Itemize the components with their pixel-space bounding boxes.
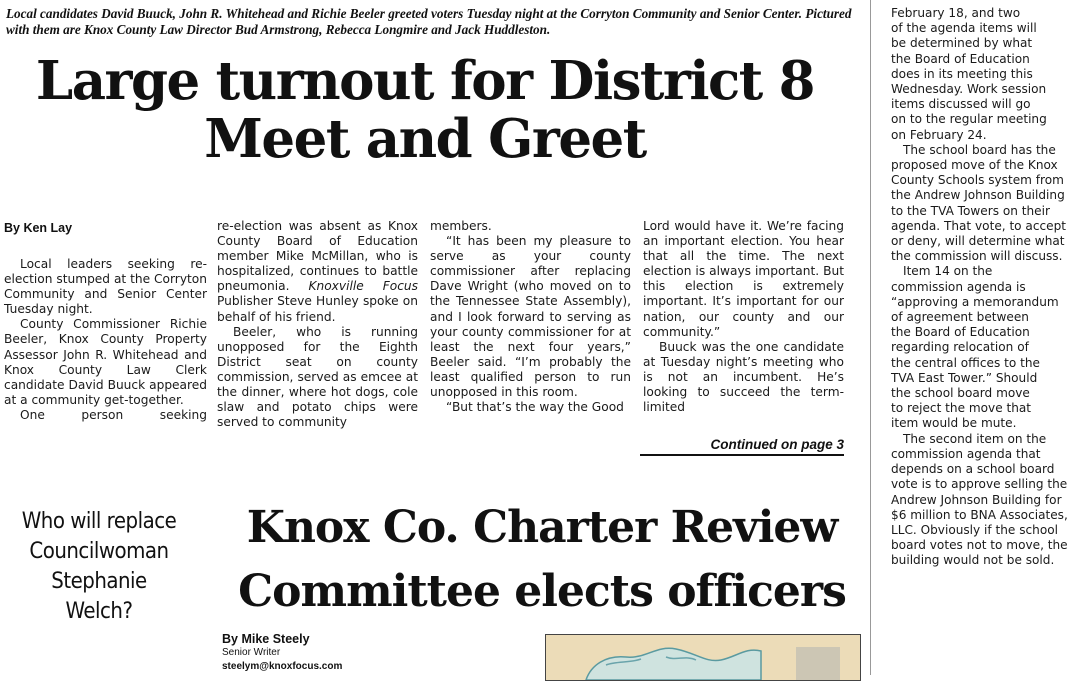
sidebar-paragraph	[891, 6, 1071, 143]
second-byline	[222, 632, 342, 674]
text-line: the Andrew Johnson Building	[891, 188, 1065, 203]
text-line: regarding relocation of	[891, 340, 1029, 355]
publication-name: Knoxville Focus	[308, 279, 418, 294]
photo-map-illustration	[546, 635, 860, 680]
text-line: commission agenda that	[891, 446, 1041, 461]
sidebar-paragraph	[891, 432, 1071, 569]
article-paragraph: One person seeking	[20, 407, 207, 422]
text-line: LLC. Obviously if the school	[891, 522, 1058, 537]
text-line: February 18, and two	[891, 6, 1021, 20]
article-column-3	[430, 219, 631, 415]
text-line: agenda. That vote, to accept	[891, 218, 1066, 233]
text-line: board votes not to move, the	[891, 538, 1068, 553]
teaser-line: Welch?	[65, 599, 133, 624]
article-paragraph: County Commissioner Richie Beeler, Knox County Property Assessor John R. Whitehead and Knox County Law Clerk candidate David Buuck appeared at a community get-together.	[4, 317, 207, 407]
article-paragraph	[217, 219, 418, 325]
text-line: The second item on the	[903, 431, 1047, 446]
article-paragraph: Beeler, who is running unopposed for the Eighth District seat on county commission, served as emcee at the dinner, where hot dogs, cole slaw and potato chips were served to community	[217, 324, 418, 430]
article-text: re-election was absent as Knox County Board of Education member Mike McMillan, who is hospitalized, continues to battle pneumonia.	[217, 219, 418, 294]
text-line: to reject the move that	[891, 401, 1032, 416]
main-headline-line2: Meet and Greet	[204, 108, 646, 170]
article-paragraph: “It has been my pleasure to serve as your county commissioner after replacing Dave Wright (who moved on to the Tennessee State Assembly), and I look forward to serving as your county commissioner for at least the next four years,” Beeler said. “I’m probably the least qualified person to run unopposed in this room.	[430, 234, 631, 400]
second-headline-line2: Committee elects officers	[238, 566, 846, 617]
article-column-4	[643, 219, 844, 415]
text-line: of the agenda items will	[891, 21, 1037, 36]
article-column-1	[4, 257, 207, 423]
article-paragraph: Local leaders seeking re-election stumped at the Corryton Community and Senior Center Tuesday night.	[4, 257, 207, 317]
article-paragraph: Lord would have it. We’re facing an important election. You hear that all the time. The next election is always important. But this election is extremely important. It’s important for our nation, our county and our community.”	[643, 219, 844, 339]
article-paragraph: members.	[430, 219, 492, 233]
sidebar-article-column	[891, 6, 1071, 569]
text-line: TVA East Tower.” Should	[891, 370, 1038, 385]
text-line: commission agenda is	[891, 279, 1026, 294]
text-line: Andrew Johnson Building for	[891, 492, 1062, 507]
text-line: $6 million to BNA Associates,	[891, 507, 1068, 522]
text-line: The school board has the	[903, 142, 1056, 157]
column-divider	[870, 0, 871, 675]
text-line: the school board move	[891, 386, 1030, 401]
text-line: building would not be sold.	[891, 553, 1055, 568]
text-line: to the TVA Towers on their	[891, 203, 1050, 218]
article-paragraph: Buuck was the one candidate at Tuesday night’s meeting who is not an incumbent. He’s looking to succeed the term-limited	[643, 339, 844, 415]
teaser-line: Councilwoman	[29, 539, 169, 564]
text-line: County Schools system from	[891, 173, 1064, 188]
photo-caption: Local candidates David Buuck, John R. Whitehead and Richie Beeler greeted voters Tuesday night at the Corryton Community and Senior Center. Pictured with them are Knox County Law Director Bud Armstrong, Rebecca Longmire and Jack Huddleston.	[6, 6, 852, 37]
article-text: Publisher Steve Hunley spoke on behalf of his friend.	[217, 294, 418, 324]
author-name: By Mike Steely	[222, 632, 310, 646]
text-line: vote is to approve selling the	[891, 477, 1068, 492]
article-column-2	[217, 219, 418, 430]
text-line: proposed move of the Knox	[891, 158, 1058, 173]
author-role: Senior Writer	[222, 647, 281, 658]
text-line: depends on a school board	[891, 462, 1055, 477]
sidebar-paragraph	[891, 143, 1071, 265]
text-line: “approving a memorandum	[891, 294, 1059, 309]
sidebar-paragraph	[891, 264, 1071, 431]
text-line: of agreement between	[891, 310, 1029, 325]
text-line: Item 14 on the	[903, 264, 993, 279]
author-email[interactable]: steelym@knoxfocus.com	[222, 661, 343, 672]
second-headline-line1: Knox Co. Charter Review	[246, 502, 838, 553]
article-paragraph: “But that’s the way the Good	[446, 400, 624, 415]
text-line: Wednesday. Work session	[891, 82, 1047, 97]
text-line: does in its meeting this	[891, 66, 1033, 81]
second-headline	[212, 496, 872, 624]
text-line: item would be mute.	[891, 416, 1017, 431]
main-headline	[0, 52, 850, 168]
text-line: be determined by what	[891, 36, 1033, 51]
text-line: or deny, will determine what	[891, 234, 1065, 249]
main-headline-line1: Large turnout for District 8	[35, 50, 815, 112]
continued-on-page-link[interactable]: Continued on page 3	[640, 437, 844, 456]
article-photo	[545, 634, 861, 681]
teaser-line: Stephanie	[51, 569, 147, 594]
text-line: the commission will discuss.	[891, 249, 1063, 264]
main-byline: By Ken Lay	[4, 221, 73, 235]
text-line: on to the regular meeting	[891, 112, 1047, 127]
text-line: on February 24.	[891, 127, 987, 142]
teaser-headline[interactable]	[4, 507, 194, 627]
text-line: the central offices to the	[891, 355, 1040, 370]
text-line: the Board of Education	[891, 51, 1030, 66]
text-line: items discussed will go	[891, 97, 1031, 112]
teaser-line: Who will replace	[21, 509, 177, 534]
text-line: the Board of Education	[891, 325, 1030, 340]
